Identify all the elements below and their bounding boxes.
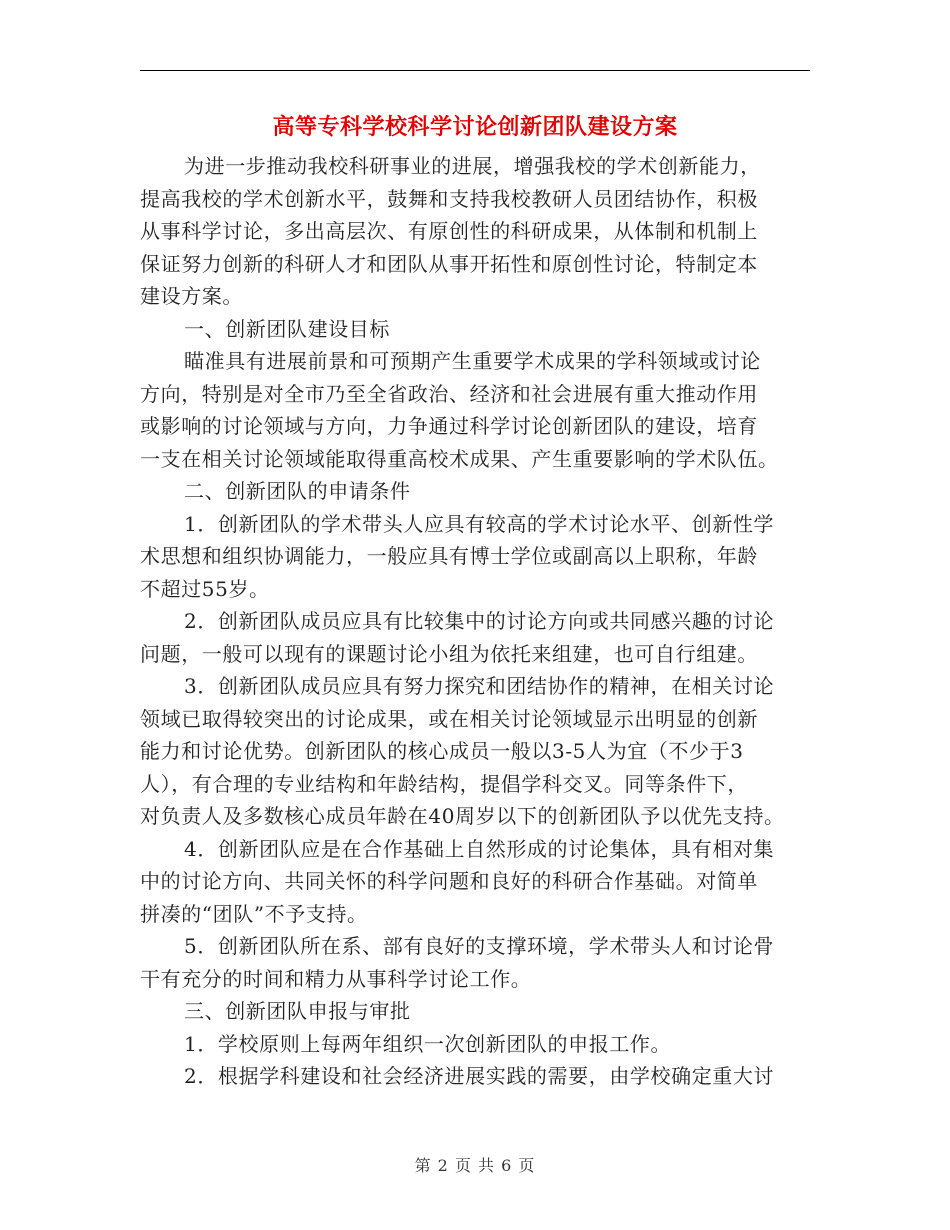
paragraph-line: 1．创新团队的学术带头人应具有较高的学术讨论水平、创新性学 [184, 511, 775, 536]
paragraph-line: 不超过55岁。 [140, 576, 270, 601]
paragraph-line: 1．学校原则上每两年组织一次创新团队的申报工作。 [184, 1031, 672, 1056]
paragraph-line: 保证努力创新的科研人才和团队从事开拓性和原创性讨论，特制定本 [140, 251, 758, 276]
paragraph-line: 术思想和组织协调能力，一般应具有博士学位或副高以上职称，年龄 [140, 544, 758, 568]
paragraph-line: 方向，特别是对全市乃至全省政治、经济和社会进展有重大推动作用 [140, 381, 758, 406]
paragraph-line: 二、创新团队的申请条件 [184, 479, 411, 503]
paragraph-line: 能力和讨论优势。创新团队的核心成员一般以3-5人为宜（不少于3 [140, 739, 744, 763]
document-body [140, 150, 820, 1093]
paragraph-line: 为进一步推动我校科研事业的进展，增强我校的学术创新能力， [184, 154, 761, 178]
paragraph-line: 拼凑的“团队”不予支持。 [140, 901, 368, 926]
paragraph-line: 一支在相关讨论领域能取得重高校术成果、产生重要影响的学术队伍。 [140, 446, 779, 471]
paragraph-line: 2．创新团队成员应具有比较集中的讨论方向或共同感兴趣的讨论 [184, 609, 775, 633]
paragraph-line: 4．创新团队应是在合作基础上自然形成的讨论集体，具有相对集 [184, 836, 775, 861]
paragraph-line: 干有充分的时间和精力从事科学讨论工作。 [140, 966, 532, 991]
page-footer: 第 2 页 共 6 页 [414, 1156, 536, 1175]
paragraph-line: 5．创新团队所在系、部有良好的支撑环境，学术带头人和讨论骨 [184, 934, 775, 958]
paragraph-line: 三、创新团队申报与审批 [184, 999, 411, 1023]
paragraph-line: 建设方案。 [140, 284, 243, 308]
paragraph-line: 从事科学讨论，多出高层次、有原创性的科研成果，从体制和机制上 [140, 219, 758, 243]
paragraph-line: 问题，一般可以现有的课题讨论小组为依托来组建，也可自行组建。 [140, 641, 758, 666]
header-rule [140, 70, 810, 71]
paragraph-line: 或影响的讨论领域与方向，力争通过科学讨论创新团队的建设，培育 [140, 414, 758, 438]
paragraph-line: 一、创新团队建设目标 [184, 316, 390, 341]
paragraph-line: 人），有合理的专业结构和年龄结构，提倡学科交叉。同等条件下， [140, 771, 748, 796]
paragraph-line: 瞄准具有进展前景和可预期产生重要学术成果的学科领域或讨论 [184, 349, 761, 373]
paragraph-line: 2．根据学科建设和社会经济进展实践的需要，由学校确定重大讨 [184, 1064, 775, 1088]
document-title: 高等专科学校科学讨论创新团队建设方案 [272, 114, 678, 140]
paragraph-line: 提高我校的学术创新水平，鼓舞和支持我校教研人员团结协作，积极 [140, 186, 758, 211]
paragraph-line: 对负责人及多数核心成员年龄在40周岁以下的创新团队予以优先支持。 [140, 804, 785, 828]
paragraph-line: 3．创新团队成员应具有努力探究和团结协作的精神，在相关讨论 [184, 674, 775, 698]
paragraph-line: 领域已取得较突出的讨论成果，或在相关讨论领域显示出明显的创新 [140, 706, 758, 731]
paragraph-line: 中的讨论方向、共同关怀的科学问题和良好的科研合作基础。对简单 [140, 869, 758, 893]
